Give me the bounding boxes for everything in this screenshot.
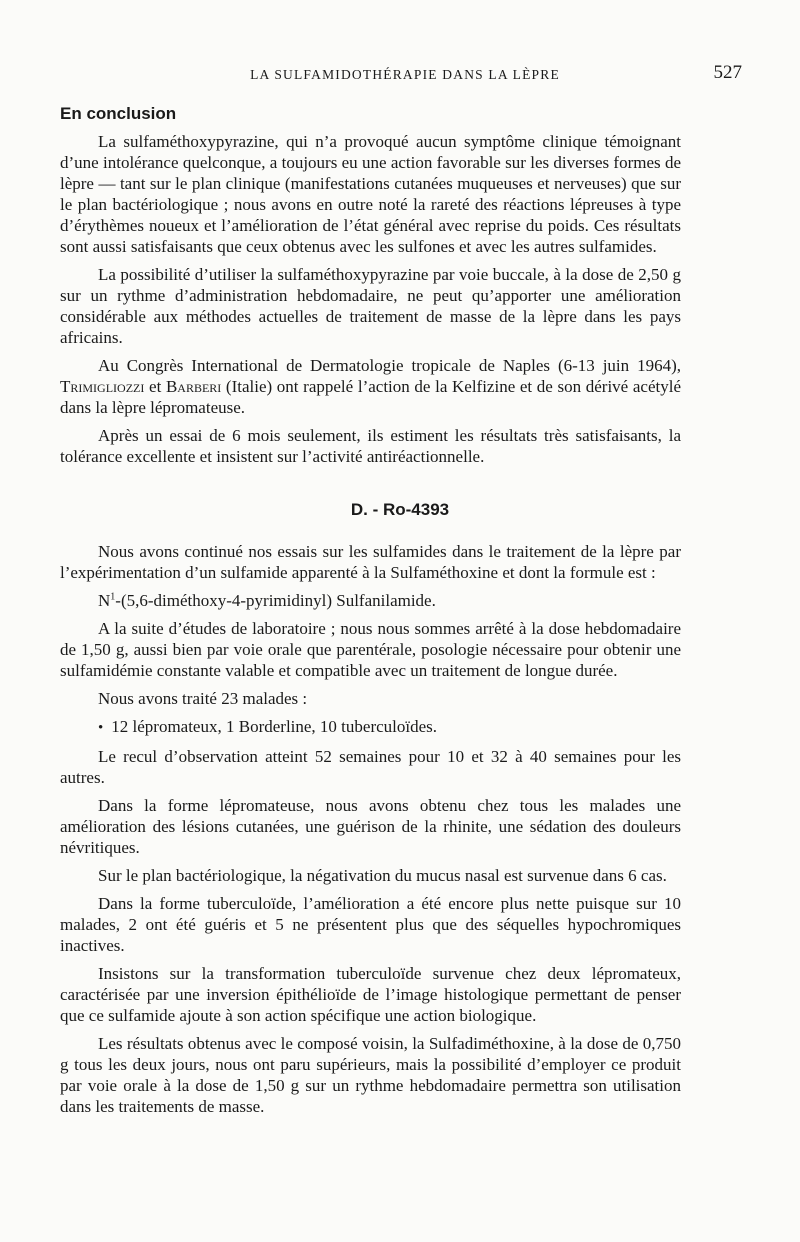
paragraph: Le recul d’observation atteint 52 semaines pour 10 et 32 à 40 semaines pour les autres.: [60, 747, 681, 787]
ro4393-body: [60, 541, 681, 1124]
paragraph: Nous avons continué nos essais sur les sulfamides dans le traitement de la lèpre par l’expérimentation d’un sulfamide apparenté à la Sulfaméthoxine et dont la formule est :: [60, 542, 681, 582]
conclusion-body: [60, 131, 681, 474]
paragraph: A la suite d’études de laboratoire ; nous nous sommes arrêté à la dose hebdomadaire de 1,50 g, aussi bien par voie orale que parentérale, posologie nécessaire pour obtenir une sulfamidémie constante valable et compatible avec un traitement de longue durée.: [60, 619, 681, 680]
paragraph: La sulfaméthoxypyrazine, qui n’a provoqué aucun symptôme clinique témoignant d’une intolérance quelconque, a toujours eu une action favorable sur les diverses formes de lèpre — tant sur le plan clinique (manifestations cutanées muqueuses et nerveuses) que sur le plan bactériologique ; nous avons en outre noté la rareté des réactions lépreuses à type d’érythèmes noueux et l’amélioration de l’état général avec reprise du poids. Ces résultats sont aussi satisfaisants que ceux obtenus avec les sulfones et avec les autres sulfamides.: [60, 132, 681, 256]
paragraph: Après un essai de 6 mois seulement, ils estiment les résultats très satisfaisants, la tolérance excellente et insistent sur l’activité antiréactionnelle.: [60, 426, 681, 466]
page-number: 527: [713, 62, 742, 83]
paragraph: Dans la forme lépromateuse, nous avons obtenu chez tous les malades une amélioration des lésions cutanées, une guérison de la rhinite, une sédation des douleurs névritiques.: [60, 796, 681, 857]
bullet-item: • 12 lépromateux, 1 Borderline, 10 tuberculoïdes.: [98, 717, 438, 736]
author-name: Barberi: [165, 377, 222, 396]
paragraph: Les résultats obtenus avec le composé voisin, la Sulfadiméthoxine, à la dose de 0,750 g tous les deux jours, nous ont paru supérieurs, mais la possibilité d’employer ce produit par voie orale à la dose de 1,50 g sur un rythme hebdomadaire permettra son utilisation dans les traitements de masse.: [60, 1034, 681, 1116]
paragraph: La possibilité d’utiliser la sulfaméthoxypyrazine par voie buccale, à la dose de 2,50 g sur un rythme d’administration hebdomadaire, ne peut qu’apporter une amélioration considérable aux méthodes actuelles de traitement de masse de la lèpre dans les pays africains.: [60, 265, 681, 347]
paragraph: Dans la forme tuberculoïde, l’amélioration a été encore plus nette puisque sur 10 malades, 2 ont été guéris et 5 ne présentent plus que des séquelles hypochromiques inactives.: [60, 894, 681, 955]
chemical-formula: $N^1-(5,6-diméthoxy-4-pyrimidinyl)$ Sulfanilamide.: [98, 591, 436, 610]
paragraph: Insistons sur la transformation tuberculoïde survenue chez deux lépromateux, caractérisée par une inversion épithélioïde de l’image histologique permettant de penser que ce sulfamide ajoute à son action spécifique une action biologique.: [60, 964, 681, 1025]
paragraph: Sur le plan bactériologique, la négativation du mucus nasal est survenue dans 6 cas.: [98, 866, 667, 885]
bullet-icon: •: [98, 720, 104, 736]
paragraph: Nous avons traité 23 malades :: [98, 689, 308, 708]
section-heading-conclusion: En conclusion: [60, 104, 177, 123]
congress-paragraph: Au Congrès International de Dermatologie tropicale de Naples (6-13 juin 1964), Trimigliozzi et Barberi (Italie) ont rappelé l’action de la Kelfizine et de son dérivé acétylé dans la lèpre lépromateuse.: [60, 356, 681, 417]
running-title: LA SULFAMIDOTHÉRAPIE DANS LA LÈPRE: [250, 67, 560, 82]
section-heading-ro4393: D. - Ro-4393: [350, 500, 450, 519]
running-header: [60, 64, 750, 88]
author-name: Trimigliozzi: [60, 377, 145, 396]
